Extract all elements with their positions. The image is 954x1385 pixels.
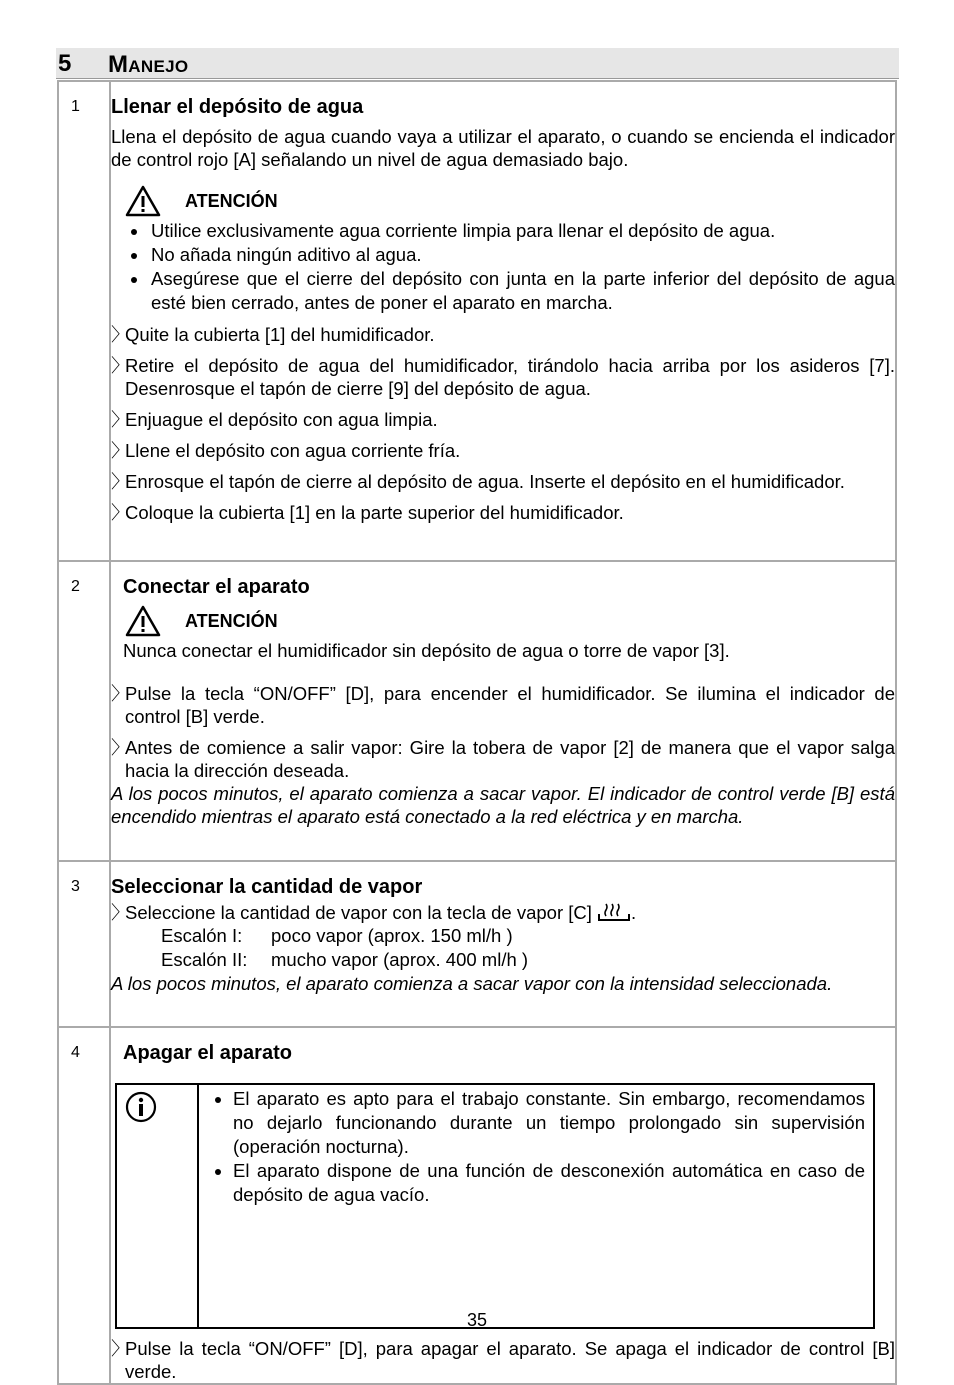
action-item: 〉 Llene el depósito con agua corriente fría.	[111, 440, 461, 461]
level-item: Escalón I: poco vapor (aprox. 150 ml/h )	[161, 925, 513, 946]
warning-triangle-icon	[125, 605, 161, 637]
level-item: Escalón II: mucho vapor (aprox. 400 ml/h )	[161, 949, 529, 970]
step-title: Conectar el aparato	[123, 576, 310, 598]
warning-label: ATENCIÓN	[185, 610, 278, 631]
arrow-bullet-icon: 〉	[111, 355, 130, 376]
action-item: 〉 Coloque la cubierta [1] en la parte superior del humidificador.	[111, 502, 624, 523]
step-number: 4	[71, 1044, 80, 1061]
warning-triangle-icon	[125, 185, 161, 217]
arrow-bullet-icon: 〉	[111, 683, 130, 704]
arrow-bullet-icon: 〉	[111, 1338, 130, 1359]
step-title: Llenar el depósito de agua	[111, 96, 364, 118]
arrow-bullet-icon: 〉	[111, 902, 130, 923]
step-row-1	[58, 81, 896, 561]
action-item: 〉 Seleccione la cantidad de vapor con la tecla de vapor [C] .	[111, 902, 637, 923]
list-item: • Asegúrese que el cierre del depósito con junta en la parte inferior del depósito de agua esté bien cerrado, antes de poner el aparato en marcha.	[149, 267, 895, 315]
step-intro: Llena el depósito de agua cuando vaya a utilizar el aparato, o cuando se encienda el indicador de control rojo [A] señalando un nivel de agua demasiado bajo.	[111, 126, 895, 170]
action-item: 〉 Pulse la tecla “ON/OFF” [D], para encender el humidificador. Se ilumina el indicador de control [B] verde.	[111, 683, 895, 727]
arrow-bullet-icon: 〉	[111, 324, 130, 345]
action-item: 〉 Retire el depósito de agua del humidificador, tirándolo hacia arriba por los asideros [7]. Desenrosque el tapón de cierre [9] del depósito de agua.	[111, 355, 895, 399]
step-result: A los pocos minutos, el aparato comienza a sacar vapor. El indicador de control verde [B] está encendido mientras el aparato está conectado a la red eléctrica y en marcha.	[111, 783, 895, 827]
arrow-bullet-icon: 〉	[111, 440, 130, 461]
steps-table	[57, 80, 897, 1385]
warning-block	[125, 605, 895, 637]
list-item: • No añada ningún aditivo al agua.	[149, 243, 895, 267]
warning-list	[111, 219, 895, 315]
step-title: Seleccionar la cantidad de vapor	[111, 876, 423, 898]
step-number: 3	[71, 878, 80, 895]
arrow-bullet-icon: 〉	[111, 471, 130, 492]
arrow-bullet-icon: 〉	[111, 737, 130, 758]
step-number: 1	[71, 98, 80, 115]
action-item: 〉 Pulse la tecla “ON/OFF” [D], para apagar el aparato. Se apaga el indicador de control [B] verde.	[111, 1338, 895, 1382]
info-box	[115, 1083, 875, 1329]
action-item: 〉 Enjuague el depósito con agua limpia.	[111, 409, 438, 430]
step-row-2	[58, 561, 896, 861]
action-item: 〉 Enrosque el tapón de cierre al depósito de agua. Inserte el depósito en el humidificador.	[111, 471, 845, 492]
list-item: • El aparato dispone de una función de desconexión automática en caso de depósito de agua vacío.	[233, 1159, 865, 1207]
warning-label: ATENCIÓN	[185, 190, 278, 211]
warning-block	[125, 185, 895, 217]
section-header	[56, 48, 899, 79]
section-number: 5	[58, 50, 72, 77]
warning-text: Nunca conectar el humidificador sin depósito de agua o torre de vapor [3].	[123, 640, 730, 661]
page-number: 35	[466, 1310, 488, 1330]
arrow-bullet-icon: 〉	[111, 409, 130, 430]
info-circle-icon	[125, 1091, 157, 1123]
list-item: • El aparato es apto para el trabajo constante. Sin embargo, recomendamos no dejarlo funcionando durante un tiempo prolongado sin supervisión (operación nocturna).	[233, 1087, 865, 1159]
action-item: 〉 Antes de comience a salir vapor: Gire la tobera de vapor [2] de manera que el vapor salga hacia la dirección deseada.	[111, 737, 895, 781]
step-result: A los pocos minutos, el aparato comienza a sacar vapor con la intensidad seleccionada.	[111, 973, 833, 994]
step-row-3	[58, 861, 896, 1027]
steam-icon	[597, 902, 631, 922]
list-item: • Utilice exclusivamente agua corriente limpia para llenar el depósito de agua.	[149, 219, 895, 243]
arrow-bullet-icon: 〉	[111, 502, 130, 523]
step-number: 2	[71, 578, 80, 595]
step-title: Apagar el aparato	[123, 1042, 292, 1064]
section-title: Manejo	[108, 51, 189, 78]
action-item: 〉 Quite la cubierta [1] del humidificador.	[111, 324, 435, 345]
